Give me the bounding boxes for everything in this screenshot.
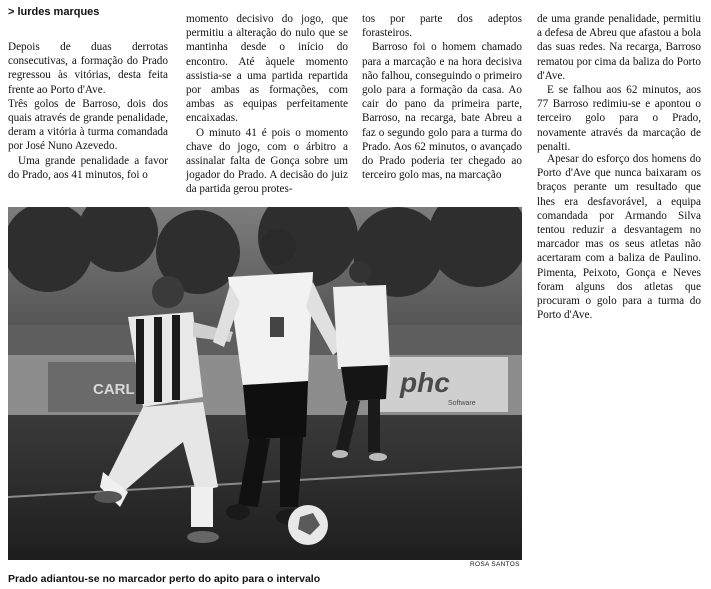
article-column-2 [186,12,348,197]
paragraph: momento decisivo do jogo, que permitiu a alteração do nulo que se mantinha desde o início do encontro. Até àquele momento assistia-se a uma partida repartida por ambas as formações, com ambas as equipas perfeitamente encaixadas. [186,13,348,125]
paragraph: Três golos de Barroso, dois dos quais através de grande penalidade, deram a vitória à turma comandada por José Nuno Azevedo. [8,97,168,153]
ad-board-logo: phc [400,367,450,398]
paragraph: E se falhou aos 62 minutos, aos 77 Barroso redimiu-se e apontou o terceiro golo para o Prado, novamente através da marcação de penalti. [537,84,701,153]
article-column-4-lower [537,152,701,322]
article-column-1 [8,40,168,182]
photo-credit: ROSA SANTOS [470,561,520,568]
ad-board-text: CARL [93,381,135,398]
paragraph: Depois de duas derrotas consecutivas, a formação do Prado regressou às vitórias, desta feita frente ao Porto d'Ave. [8,41,168,96]
paragraph: tos por parte dos adeptos forasteiros. [362,13,522,40]
article-column-3 [362,12,522,182]
article-column-4 [537,12,701,322]
paragraph: Barroso foi o homem chamado para a marcação e na hora decisiva não falhou, conseguindo o primeiro golo para a formação da casa. Ao cair do pano da primeira parte, Barroso, na recarga, bate Abreu a faz o segundo golo para a turma do Prado. Aos 62 minutos, o avançado do Prado poderia ter chegado ao terceiro golo mas, na marcação [362,41,522,182]
photo-caption: Prado adiantou-se no marcador perto do apito para o intervalo [8,573,321,585]
byline: > lurdes marques [8,6,100,18]
paragraph: O minuto 41 é pois o momento chave do jogo, com o árbitro a assinalar falta de Gonça sobre um jogador do Prado. A decisão do juiz da partida gerou protes- [186,126,348,196]
paragraph: Apesar do esforço dos homens do Porto d'Ave que nunca baixaram os braços perante um resultado que lhes era desfavorável, a equipa comandada por Armando Silva tentou reduzir a desvantagem no marcador mas os seus atletas não acertaram com a baliza de Paulino. Pimenta, Peixoto, Gonça e Neves foram alguns dos atletas que procuram o golo para a turma do Porto d'Ave. [537,153,701,322]
paragraph: Uma grande penalidade a favor do Prado, aos 41 minutos, foi o [8,154,168,181]
paragraph: de uma grande penalidade, permitiu a defesa de Abreu que afastou a bola das suas redes. Na recarga, Barroso rematou por cima da baliza do Porto d'Ave. [537,13,701,82]
match-photo [8,207,522,560]
match-photo-illustration [8,207,522,560]
ad-board-small-text: Software [448,400,476,407]
